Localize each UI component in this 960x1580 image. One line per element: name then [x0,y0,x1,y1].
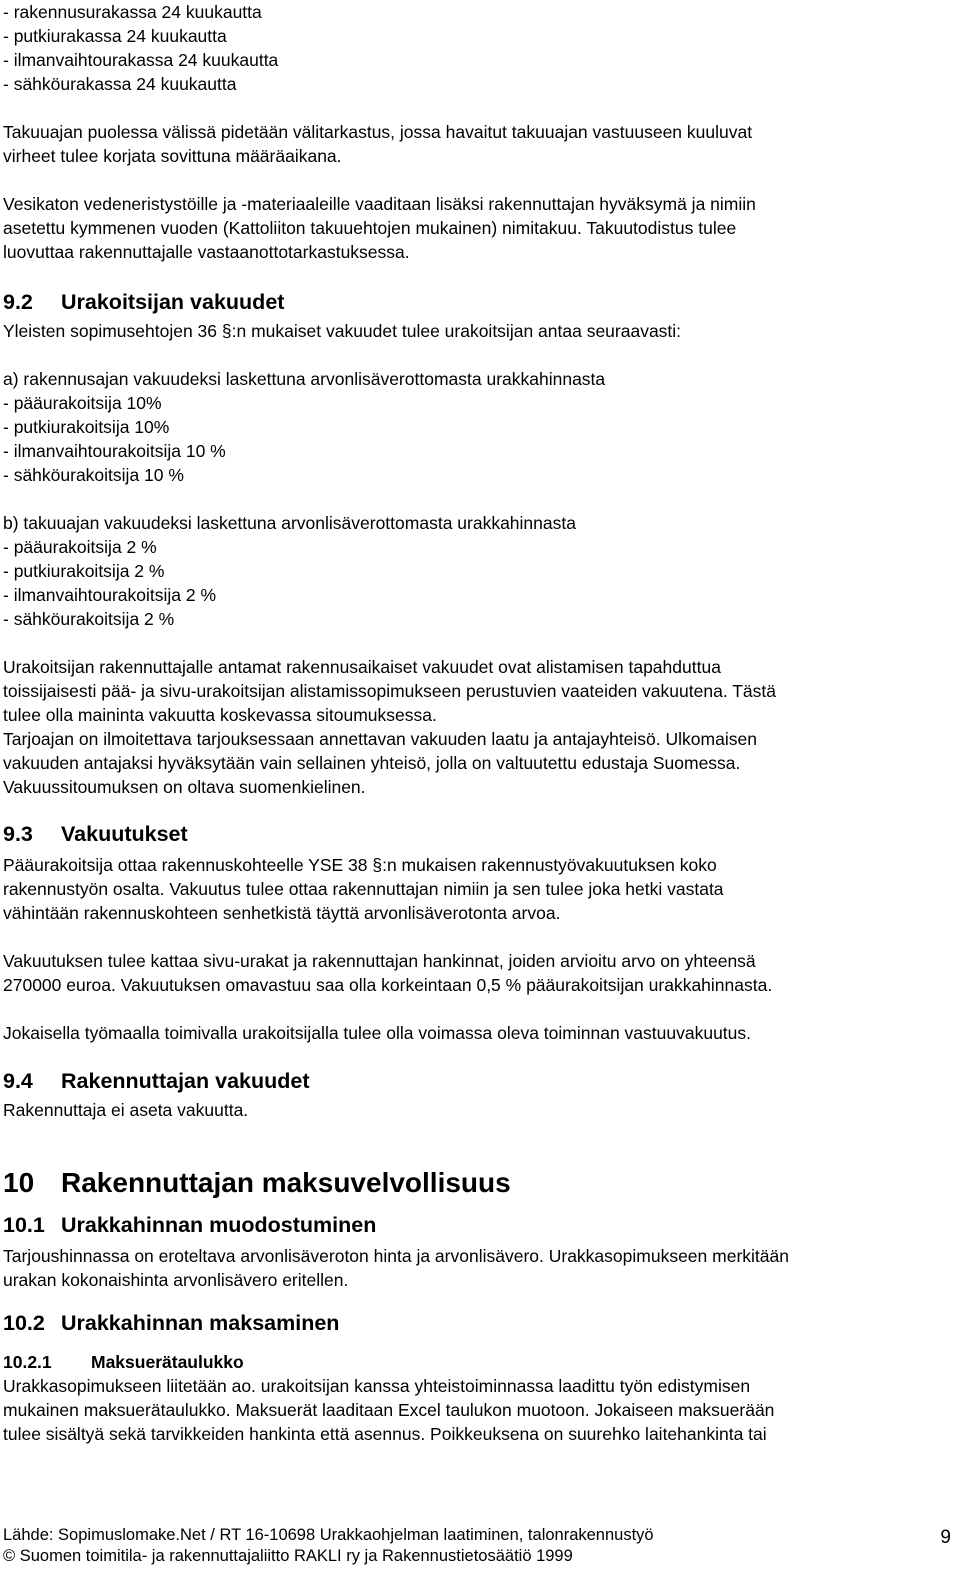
section-title: Rakennuttajan maksuvelvollisuus [61,1167,511,1198]
list-item: - ilmanvaihtourakassa 24 kuukautta [3,50,279,70]
paragraph: Jokaisella työmaalla toimivalla urakoitsijalla tulee olla voimassa oleva toiminnan vastuuvakuutus. [3,1023,752,1043]
text-line: vakuuden antajaksi hyväksytään vain sellainen yhteisö, jolla on valtuutettu edustaja Suomessa. [3,753,741,773]
section-title: Vakuutukset [61,822,188,846]
section-heading-10-1 [3,1212,951,1238]
paragraph [3,949,951,997]
section-title: Urakkahinnan muodostuminen [61,1213,377,1237]
list-item: - ilmanvaihtourakoitsija 10 % [3,441,226,461]
section-number: 10 [3,1167,35,1198]
document-page [3,0,951,1446]
section-number: 10.1 [3,1213,45,1237]
list-item: - ilmanvaihtourakoitsija 2 % [3,585,217,605]
text-line: vähintään rakennuskohteen senhetkistä täyttä arvonlisäverotonta arvoa. [3,903,561,923]
section-number: 9.4 [3,1069,33,1093]
section-title: Rakennuttajan vakuudet [61,1069,310,1093]
page-footer [3,1525,953,1567]
text-line: Urakoitsijan rakennuttajalle antamat rakennusaikaiset vakuudet ovat alistamisen tapahduttua [3,657,721,677]
text-line: Takuuajan puolessa välissä pidetään välitarkastus, jossa havaitut takuuajan vastuuseen kuuluvat [3,122,753,142]
text-line: asetettu kymmenen vuoden (Kattoliiton takuuehtojen mukainen) nimitakuu. Takuutodistus tulee [3,218,737,238]
text-line: Vesikaton vedeneristystöille ja -materiaaleille vaaditaan lisäksi rakennuttajan hyväksymä ja nimiin [3,194,756,214]
list-item: - rakennusurakassa 24 kuukautta [3,2,262,22]
page-number: 9 [940,1527,951,1548]
warranty-period-list [3,0,951,96]
section-number: 10.2 [3,1311,45,1335]
list-item: - putkiurakoitsija 2 % [3,561,165,581]
section-heading-9-3 [3,821,951,847]
text-line: luovuttaa rakennuttajalle vastaanottotarkastuksessa. [3,242,410,262]
footer-source: Lähde: Sopimuslomake.Net / RT 16-10698 Urakkaohjelman laatiminen, talonrakennustyö [3,1526,654,1544]
paragraph: Rakennuttaja ei aseta vakuutta. [3,1100,249,1120]
list-item: - sähköurakoitsija 10 % [3,465,184,485]
list-item: - pääurakoitsija 2 % [3,537,157,557]
text-line: Pääurakoitsija ottaa rakennuskohteelle YSE 38 §:n mukaisen rakennustyövakuutuksen koko [3,855,717,875]
paragraph [3,192,951,264]
section-heading-9-4 [3,1068,951,1094]
section-title: Urakoitsijan vakuudet [61,290,285,314]
text-line: toissijaisesti pää- ja sivu-urakoitsijan alistamissopimukseen perustuvien vaateiden vakuutena. Tästä [3,681,776,701]
section-title: Maksuerätaulukko [91,1352,244,1372]
paragraph [3,853,951,925]
text-line: tulee sisältyä sekä tarvikkeiden hankinta että asennus. Poikkeuksena on suurehko laitehankinta tai [3,1424,767,1444]
section-heading-10-2-1 [3,1350,951,1374]
text-line: Urakkasopimukseen liitetään ao. urakoitsijan kanssa yhteistoiminnassa laadittu työn edistymisen [3,1376,751,1396]
section-number: 10.2.1 [3,1352,52,1372]
paragraph [3,1374,951,1446]
section-heading-10 [3,1166,951,1200]
text-line: Vakuussitoumuksen on oltava suomenkielinen. [3,777,366,797]
list-item: - putkiurakassa 24 kuukautta [3,26,227,46]
section-number: 9.2 [3,290,33,314]
section-number: 9.3 [3,822,33,846]
text-line: Tarjoajan on ilmoitettava tarjouksessaan annettavan vakuuden laatu ja antajayhteisö. Ulkomaisen [3,729,757,749]
text-line: rakennustyön osalta. Vakuutus tulee ottaa rakennuttajan nimiin ja sen tulee joka hetki vastata [3,879,724,899]
list-item: - pääurakoitsija 10% [3,393,162,413]
list-heading: a) rakennusajan vakuudeksi laskettuna arvonlisäverottomasta urakkahinnasta [3,369,606,389]
text-line: tulee olla maininta vakuutta koskevassa sitoumuksessa. [3,705,437,725]
paragraph: Yleisten sopimusehtojen 36 §:n mukaiset vakuudet tulee urakoitsijan antaa seuraavasti: [3,321,682,341]
text-line: urakan kokonaishinta arvonlisävero eritellen. [3,1270,349,1290]
list-heading: b) takuuajan vakuudeksi laskettuna arvonlisäverottomasta urakkahinnasta [3,513,576,533]
text-line: virheet tulee korjata sovittuna määräaikana. [3,146,342,166]
text-line: Tarjoushinnassa on eroteltava arvonlisäveroton hinta ja arvonlisävero. Urakkasopimukseen merkitään [3,1246,789,1266]
paragraph [3,120,951,168]
paragraph [3,1244,951,1292]
paragraph [3,655,951,799]
text-line: mukainen maksuerätaulukko. Maksuerät laaditaan Excel taulukon muotoon. Jokaiseen maksuerään [3,1400,775,1420]
footer-copyright: © Suomen toimitila- ja rakennuttajaliitto RAKLI ry ja Rakennustietosäätiö 1999 [3,1547,573,1565]
list-item: - sähköurakoitsija 2 % [3,609,175,629]
section-heading-9-2 [3,289,951,315]
section-heading-10-2 [3,1310,951,1336]
list-item: - putkiurakoitsija 10% [3,417,170,437]
text-line: Vakuutuksen tulee kattaa sivu-urakat ja rakennuttajan hankinnat, joiden arvioitu arvo on yhteensä [3,951,756,971]
text-line: 270000 euroa. Vakuutuksen omavastuu saa olla korkeintaan 0,5 % pääurakoitsijan urakkahinnasta. [3,975,773,995]
list-item: - sähköurakassa 24 kuukautta [3,74,237,94]
section-title: Urakkahinnan maksaminen [61,1311,340,1335]
